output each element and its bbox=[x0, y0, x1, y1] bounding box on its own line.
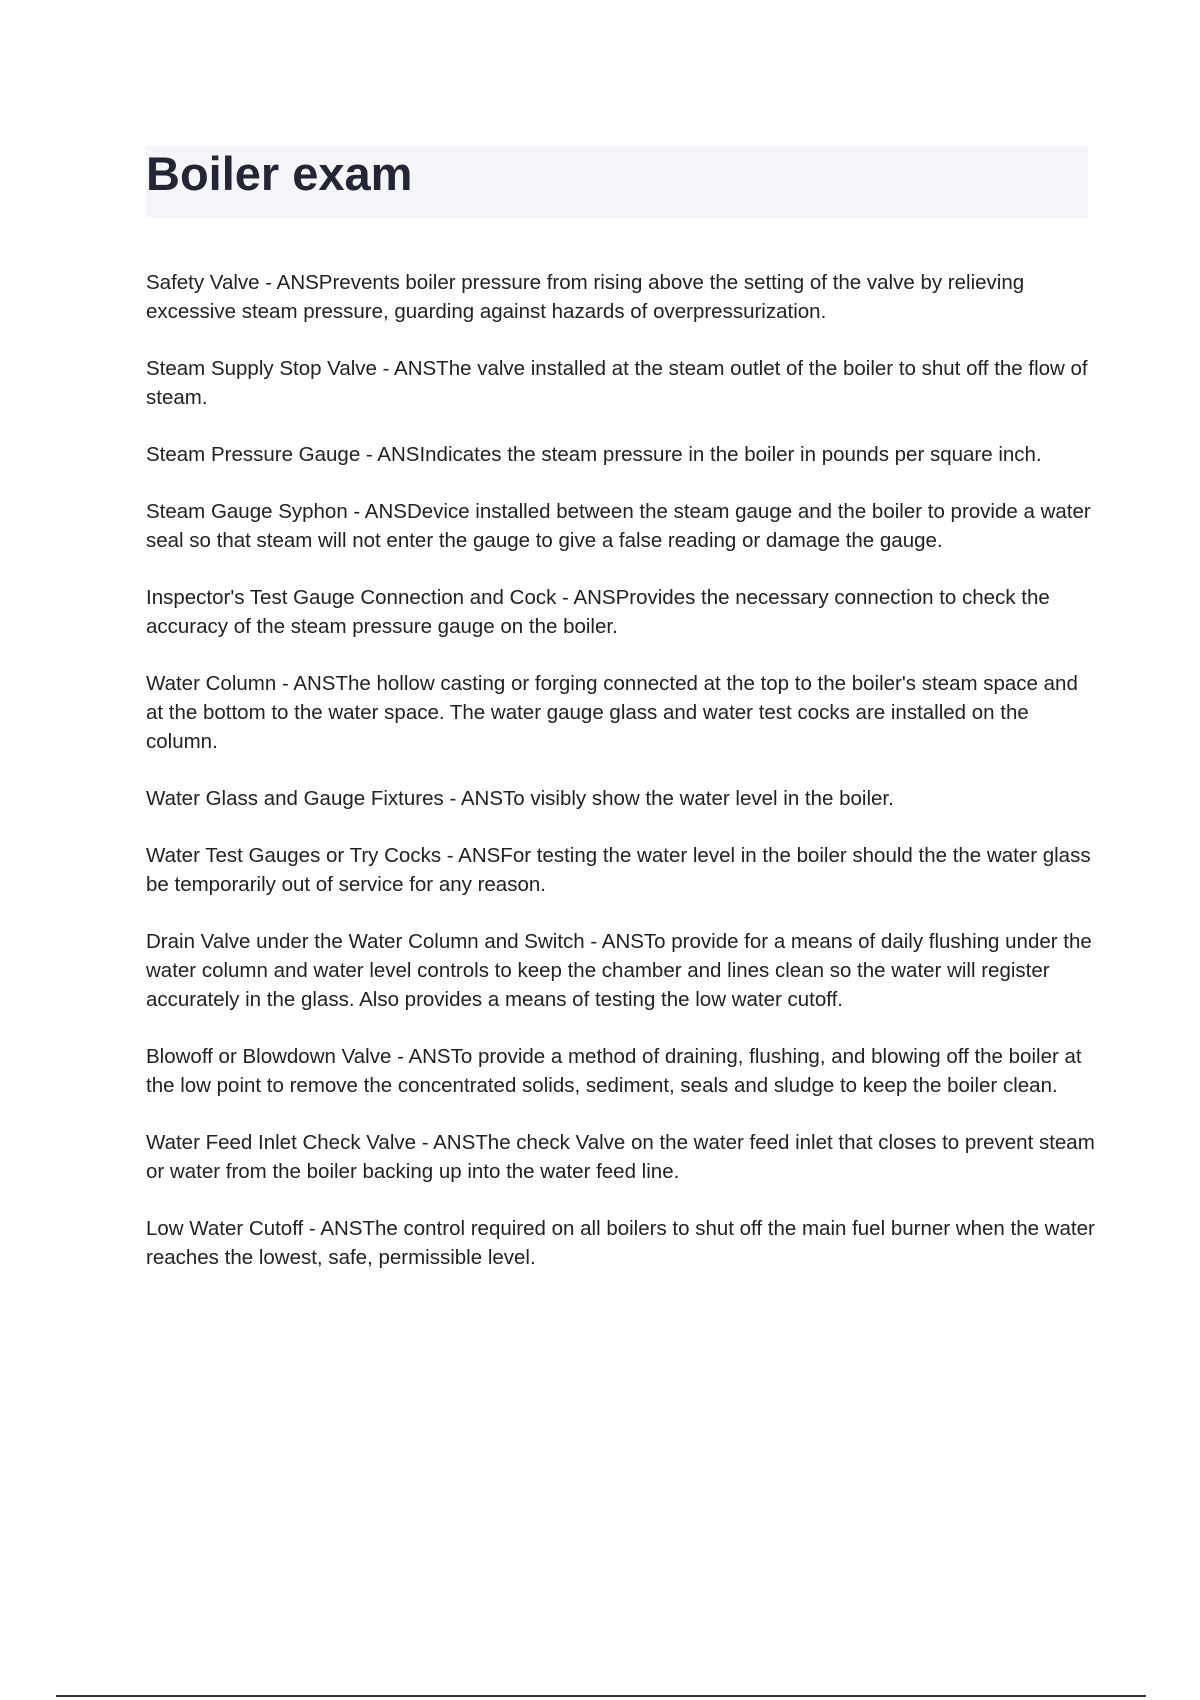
entries-list bbox=[146, 268, 1096, 1300]
entry-water-test-gauges: Water Test Gauges or Try Cocks - ANSFor testing the water level in the boiler should the the water glass be temporarily out of service for any reason. bbox=[146, 844, 1091, 896]
entry-steam-gauge-syphon: Steam Gauge Syphon - ANSDevice installed between the steam gauge and the boiler to provide a water seal so that steam will not enter the gauge to give a false reading or damage the gauge. bbox=[146, 500, 1091, 552]
entry-safety-valve: Safety Valve - ANSPrevents boiler pressure from rising above the setting of the valve by relieving excessive steam pressure, guarding against hazards of overpressurization. bbox=[146, 271, 1025, 323]
entry-water-column: Water Column - ANSThe hollow casting or forging connected at the top to the boiler's steam space and at the bottom to the water space. The water gauge glass and water test cocks are installed on the column. bbox=[146, 672, 1078, 753]
entry-water-feed-check-valve: Water Feed Inlet Check Valve - ANSThe check Valve on the water feed inlet that closes to prevent steam or water from the boiler backing up into the water feed line. bbox=[146, 1131, 1095, 1183]
entry-drain-valve: Drain Valve under the Water Column and Switch - ANSTo provide for a means of daily flushing under the water column and water level controls to keep the chamber and lines clean so the water will register accurately in the glass. Also provides a means of testing the low water cutoff. bbox=[146, 930, 1092, 1011]
entry-inspectors-test-gauge: Inspector's Test Gauge Connection and Cock - ANSProvides the necessary connection to check the accuracy of the steam pressure gauge on the boiler. bbox=[146, 586, 1050, 638]
entry-steam-supply-stop-valve: Steam Supply Stop Valve - ANSThe valve installed at the steam outlet of the boiler to shut off the flow of steam. bbox=[146, 357, 1088, 409]
entry-water-glass: Water Glass and Gauge Fixtures - ANSTo visibly show the water level in the boiler. bbox=[146, 787, 894, 810]
entry-steam-pressure-gauge: Steam Pressure Gauge - ANSIndicates the steam pressure in the boiler in pounds per square inch. bbox=[146, 443, 1042, 466]
footer-divider bbox=[56, 1695, 1146, 1697]
entry-low-water-cutoff: Low Water Cutoff - ANSThe control required on all boilers to shut off the main fuel burner when the water reaches the lowest, safe, permissible level. bbox=[146, 1217, 1095, 1269]
entry-blowoff-valve: Blowoff or Blowdown Valve - ANSTo provide a method of draining, flushing, and blowing off the boiler at the low point to remove the concentrated solids, sediment, seals and sludge to keep the boiler clean. bbox=[146, 1045, 1082, 1097]
document-title: Boiler exam bbox=[146, 147, 413, 200]
